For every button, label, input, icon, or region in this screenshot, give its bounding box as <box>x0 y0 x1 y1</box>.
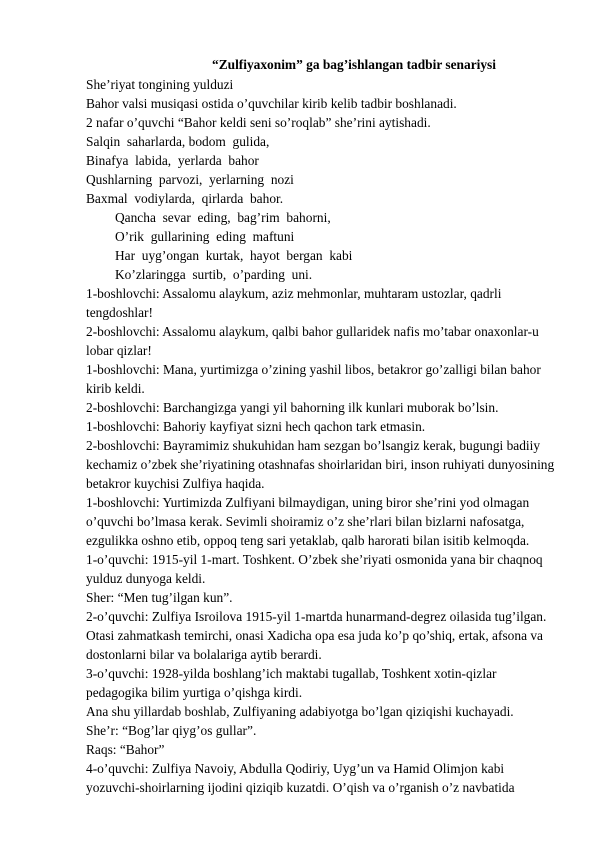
paragraph: 2-boshlovchi: Bayramimiz shukuhidan ham sezgan bo’lsangiz kerak, bugungi badiiy kechamiz o’zbek she’riyatining otashnafas shoirlaridan biri, inson ruhiyati dunyosining betakror kuychisi Zulfiya haqida. <box>86 438 555 491</box>
document-body <box>86 55 556 797</box>
poem-indented-line: Har uyg’ongan kurtak, hayot bergan kabi <box>115 248 353 263</box>
poem-line: Qushlarning parvozi, yerlarning nozi <box>86 172 294 187</box>
paragraph: Sher: “Men tug’ilgan kun”. <box>86 590 233 605</box>
poem-line: Binafya labida, yerlarda bahor <box>86 153 259 168</box>
paragraph: 2-o’quvchi: Zulfiya Isroilova 1915-yil 1-martda hunarmand-degrez oilasida tug’ilgan. Otasi zahmatkash temirchi, onasi Xadicha opa esa juda ko’p qo’shiq, ertak, afsona va dostonlarni bilar va bolalariga aytib berardi. <box>86 609 547 662</box>
paragraph: 1-boshlovchi: Mana, yurtimizga o’zining yashil libos, betakror go’zalligi bilan bahor kirib keldi. <box>86 362 541 396</box>
paragraph: 4-o’quvchi: Zulfiya Navoiy, Abdulla Qodiriy, Uyg’un va Hamid Olimjon kabi yozuvchi-shoirlarning ijodini qiziqib kuzatdi. O’qish va o’rganish o’z navbatida <box>86 761 515 795</box>
intro-line: Bahor valsi musiqasi ostida o’quvchilar kirib kelib tadbir boshlanadi. <box>86 96 457 111</box>
paragraph: 1-boshlovchi: Assalomu alaykum, aziz mehmonlar, muhtaram ustozlar, qadrli tengdoshlar! <box>86 286 502 320</box>
document-title: “Zulfiyaxonim” ga bag’ishlangan tadbir senariysi <box>212 57 496 72</box>
paragraph: Raqs: “Bahor” <box>86 742 165 757</box>
paragraph: Ana shu yillardab boshlab, Zulfiyaning adabiyotga bo’lgan qiziqishi kuchayadi. <box>86 704 514 719</box>
paragraph: 3-o’quvchi: 1928-yilda boshlang’ich maktabi tugallab, Toshkent xotin-qizlar pedagogika bilim yurtiga o’qishga kirdi. <box>86 666 497 700</box>
poem-indented-line: Qancha sevar eding, bag’rim bahorni, <box>115 210 331 225</box>
paragraph: 2-boshlovchi: Barchangizga yangi yil bahorning ilk kunlari muborak bo’lsin. <box>86 400 499 415</box>
paragraph: 1-boshlovchi: Yurtimizda Zulfiyani bilmaydigan, uning biror she’rini yod olmagan o’quvchi bo’lmasa kerak. Sevimli shoiramiz o’z she’rlari bilan bizlarni nafosatga, ezgulikka oshno etib, oppoq teng sari yetaklab, qalb harorati bilan isitib kelmoqda. <box>86 495 530 548</box>
poem-line: Salqin saharlarda, bodom gulida, <box>86 134 270 149</box>
paragraph: 2-boshlovchi: Assalomu alaykum, qalbi bahor gullaridek nafis mo’tabar onaxonlar-u lobar qizlar! <box>86 324 539 358</box>
poem-line: Baxmal vodiylarda, qirlarda bahor. <box>86 191 284 206</box>
paragraph: 1-o’quvchi: 1915-yil 1-mart. Toshkent. O’zbek she’riyati osmonida yana bir chaqnoq yulduz dunyoga keldi. <box>86 552 543 586</box>
intro-line: She’riyat tongining yulduzi <box>86 77 234 92</box>
poem-indented-line: O’rik gullarining eding maftuni <box>115 229 295 244</box>
paragraph: 1-boshlovchi: Bahoriy kayfiyat sizni hech qachon tark etmasin. <box>86 419 426 434</box>
paragraph: She’r: “Bog’lar qiyg’os gullar”. <box>86 723 257 738</box>
poem-indented-line: Ko’zlaringga surtib, o’parding uni. <box>115 267 313 282</box>
intro-line: 2 nafar o’quvchi “Bahor keldi seni so’roqlab” she’rini aytishadi. <box>86 115 431 130</box>
